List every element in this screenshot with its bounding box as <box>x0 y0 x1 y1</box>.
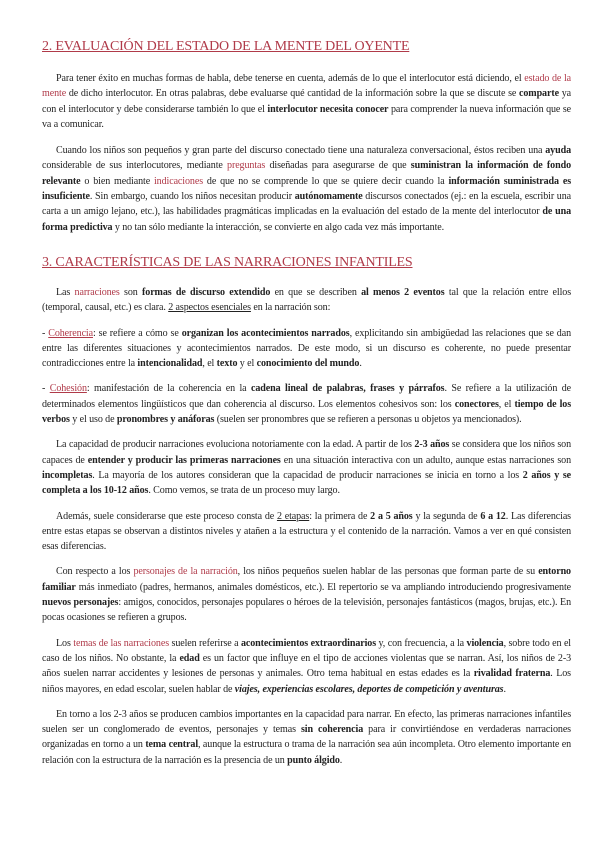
text-run: diseñadas para asegurarse de que <box>265 160 411 172</box>
bold-term: comparte <box>519 88 559 100</box>
bold-term: sin coherencia <box>300 724 364 736</box>
bold-term: entorno familiar <box>42 566 571 593</box>
text-run: suelen referirse a <box>169 637 241 649</box>
bold-term: incompletas <box>42 469 93 481</box>
text-run: Cuando los niños son pequeños y gran parte del discurso conectado tiene una naturaleza conversacional, éstos reciben una <box>56 145 546 157</box>
text-run: y no tan sólo mediante la interacción, se convierte en algo cada vez más importante. <box>112 221 445 233</box>
bold-term: acontecimientos extraordinarios <box>240 637 377 649</box>
text-run: : la primera de <box>309 510 371 522</box>
text-run: En torno a los 2-3 años se producen cambios importantes en la capacidad para narrar. En efecto, las primeras narraciones infantiles suelen ser un conglomerado de eventos, personajes y temas <box>42 708 571 736</box>
text-run: ya con el interlocutor y debe considerarse también lo que el <box>42 88 571 115</box>
coherence-definition <box>42 326 571 372</box>
text-run: . <box>359 358 362 370</box>
highlighted-term: estado de la mente <box>42 73 572 100</box>
text-run: Los <box>56 637 74 649</box>
bold-term: tiempo de los verbos <box>42 398 572 426</box>
bold-term: tema central <box>145 739 199 751</box>
section-3-paragraph-4 <box>42 437 571 498</box>
bold-term: violencia <box>466 637 504 649</box>
text-run: más inmediato (padres, hermanos, animales domésticos, etc.). El repertorio se va ampliando introduciendo progresivamente <box>75 581 571 593</box>
text-run: 2 etapas <box>276 510 310 522</box>
text-run: en la narración son: <box>250 302 331 314</box>
text-run: , sobre todo en el caso de los niños. No obstante, la <box>42 637 571 664</box>
section-3-heading: 3. CARACTERÍSTICAS DE LAS NARRACIONES INFANTILES <box>42 254 413 270</box>
bold-term: conectores <box>454 398 499 410</box>
bold-term: 2-3 años <box>414 439 450 451</box>
bold-term: viajes, experiencias escolares, deportes de competición y aventuras <box>234 683 504 695</box>
text-run: . Los niños mayores, en edad escolar, suelen hablar de <box>42 668 571 695</box>
section-3-paragraph-5 <box>42 509 571 555</box>
text-run: : se refiere a cómo se <box>92 327 182 339</box>
highlighted-term: temas de las narraciones <box>73 637 170 649</box>
bold-term: 6 a 12 <box>480 510 506 522</box>
text-run: es un factor que influye en el tipo de acciones violentas que se narran. Así, los niños de 2-3 años suelen narrar accidentes y lesiones de personas y animales. Otro tema habitual en estas edades es la <box>42 652 571 680</box>
text-run: Las <box>56 286 75 298</box>
text-run: . <box>339 754 343 766</box>
bold-term: pronombres y anáforas <box>116 414 215 426</box>
text-run: . Las diferencias entre estas etapas se observan a distintos niveles y atañen a la estructura y el contenido de la narración. Vamos a ver en qué consisten esas diferencias. <box>42 510 571 553</box>
section-2-heading: 2. EVALUACIÓN DEL ESTADO DE LA MENTE DEL OYENTE <box>42 39 410 54</box>
section-3-paragraph-7 <box>42 636 571 697</box>
bold-term: nuevos personajes <box>42 597 119 609</box>
document-page <box>42 38 571 768</box>
bold-term: 2 años y se completa a los 10-12 años <box>42 469 571 497</box>
bold-term: rivalidad fraterna <box>473 668 551 680</box>
bold-term: al menos 2 eventos <box>361 286 445 298</box>
highlighted-term: preguntas <box>227 160 266 172</box>
text-run: son <box>119 286 143 298</box>
text-run: discursos conectados (ej.: en la escuela, escribir una carta a un amigo lejano, etc.), las habilidades pragmáticas implicadas en la evaluación del estado de la mente del interlocutor <box>42 191 572 218</box>
text-run: de dicho interlocutor. En otras palabras, debe evaluarse qué cantidad de la información sobre la que se discute se <box>66 88 520 100</box>
bold-term: de una forma predictiva <box>42 206 571 233</box>
highlighted-term: narraciones <box>74 286 120 298</box>
text-run: considerable de sus interlocutores, mediante <box>42 160 228 172</box>
bold-term: información suministrada es insuficiente <box>42 175 572 203</box>
section-3-paragraph-6 <box>42 564 571 625</box>
text-run: , explicitando sin ambigüedad las relaciones que se dan entre las diferentes situaciones y acontecimientos narrados. De este modo, si un discurso es coherente, no puede presentar contradicciones entre la <box>42 327 571 370</box>
highlighted-term: Cohesión <box>49 383 87 395</box>
text-run: y el uso de <box>69 414 117 426</box>
bold-term: texto <box>216 358 238 370</box>
section-3-paragraph-1 <box>42 285 571 316</box>
bold-term: intencionalidad <box>137 358 203 370</box>
text-run: , el <box>498 398 515 410</box>
text-run: . Como vemos, se trata de un proceso muy largo. <box>148 485 340 497</box>
text-run: Con respecto a los <box>56 566 134 578</box>
bold-term: cadena lineal de palabras, frases y párrafos <box>251 383 445 395</box>
text-run: , los niños pequeños suelen hablar de las personas que forman parte de su <box>237 566 539 578</box>
text-run: 2 aspectos esenciales <box>168 302 251 314</box>
text-run: Además, suele considerarse que este proceso consta de <box>56 510 277 522</box>
bold-term: suministran la información de fondo relevante <box>42 160 572 187</box>
bold-term: 2 a 5 años <box>370 510 413 522</box>
text-run: para ir convirtiéndose en verdaderas narraciones organizadas en torno a un <box>42 724 571 751</box>
bold-term: edad <box>179 652 200 664</box>
text-run: en una situación interactiva con un adulto, aunque estas narraciones son <box>280 454 571 466</box>
section-2-paragraph-2 <box>42 143 571 235</box>
text-run: - <box>42 327 49 339</box>
bold-term: entender y producir las primeras narraciones <box>87 454 281 466</box>
bold-term: punto álgido <box>287 754 340 766</box>
highlighted-term: Coherencia <box>48 327 93 339</box>
bold-term: conocimiento del mundo <box>256 358 360 370</box>
text-run: de que no se comprende lo que se quiere decir cuando la <box>203 175 449 187</box>
text-run: , aunque la estructura o trama de la narración sea aún incompleta. Otro elemento importante en relación con la estructura de la narración es la presencia de un <box>42 739 572 766</box>
text-run: y la segunda de <box>412 510 481 522</box>
text-run: en que se describen <box>270 286 362 298</box>
text-run: para comprender la nueva información que se va a comunicar. <box>42 103 571 130</box>
text-run: : amigos, conocidos, personajes populares o héroes de la televisión, personajes fantásticos (magos, brujas, etc.). En pocas ocasiones se refieren a grupos. <box>42 597 571 624</box>
bold-term: organizan los acontecimientos narrados <box>181 327 350 339</box>
text-run: . La mayoría de los autores consideran que la capacidad de producir narraciones se inicia en torno a los <box>92 469 523 481</box>
text-run: Para tener éxito en muchas formas de habla, debe tenerse en cuenta, además de lo que el interlocutor está diciendo, el <box>56 73 525 84</box>
bold-term: formas de discurso extendido <box>142 286 271 298</box>
bold-term: ayuda <box>545 145 571 157</box>
text-run: tal que la relación entre ellos (temporal, causal, etc.) es clara. <box>42 286 572 314</box>
cohesion-definition <box>42 381 571 427</box>
section-3-paragraph-8 <box>42 707 571 768</box>
text-run: . Sin embargo, cuando los niños necesitan producir <box>89 191 295 203</box>
bold-term: interlocutor necesita conocer <box>267 103 389 115</box>
text-run: y el <box>237 358 257 370</box>
section-2-paragraph-1 <box>42 71 571 132</box>
highlighted-term: personajes de la narración <box>133 566 238 578</box>
highlighted-term: indicaciones <box>153 175 203 187</box>
text-run: o bien mediante <box>80 175 154 187</box>
text-run: y, con frecuencia, a la <box>376 637 467 649</box>
text-run: . Se refiere a la utilización de determinados elementos lingüísticos que dan coherencia al discurso. Los elementos cohesivos son: los <box>42 383 572 410</box>
text-run: (suelen ser pronombres que se refieren a personas u objetos ya mencionados). <box>214 414 522 426</box>
bold-term: autónomamente <box>294 191 363 203</box>
text-run: , el <box>202 358 217 370</box>
text-run: . <box>503 683 506 695</box>
text-run: se considera que los niños son capaces de <box>42 439 571 466</box>
text-run: : manifestación de la coherencia en la <box>86 383 252 395</box>
text-run: - <box>42 383 50 395</box>
text-run: La capacidad de producir narraciones evoluciona notoriamente con la edad. A partir de los <box>56 439 415 451</box>
